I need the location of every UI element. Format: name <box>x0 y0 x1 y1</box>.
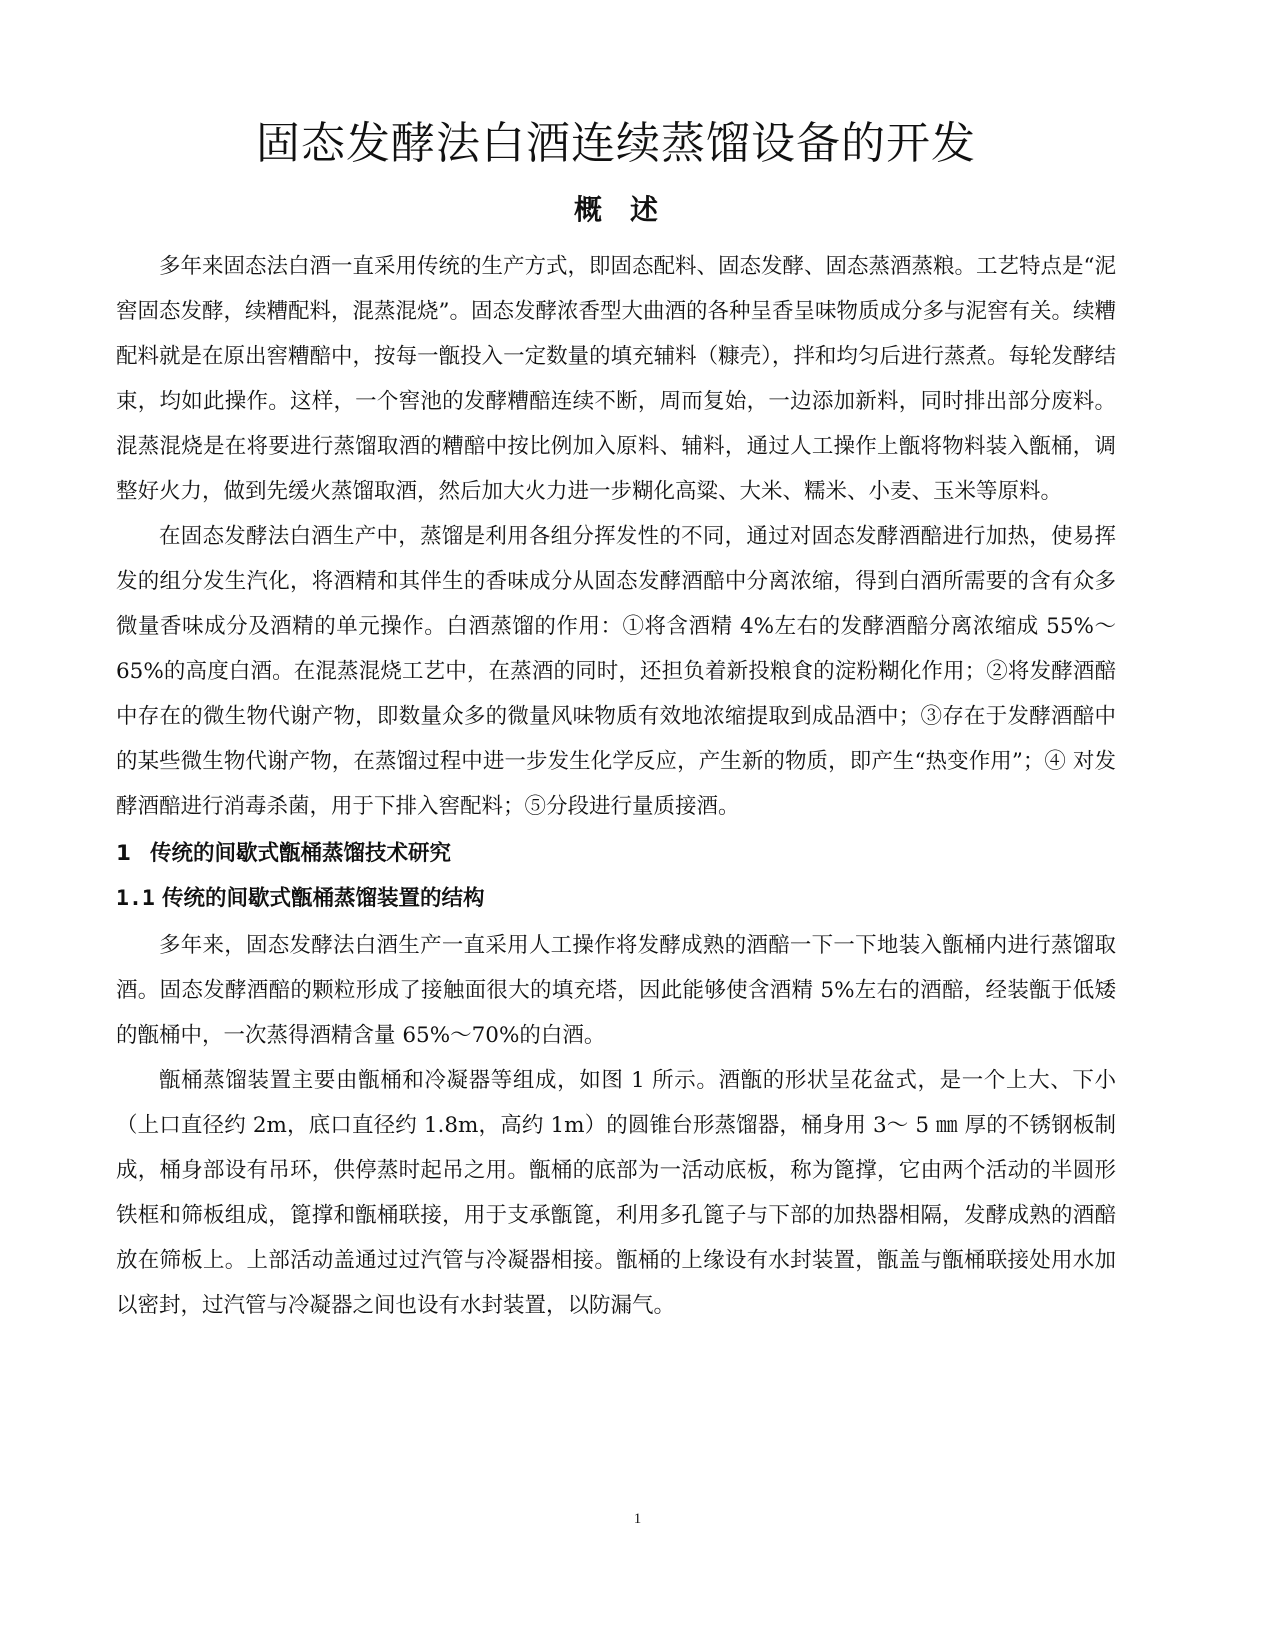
section-1-title: 传统的间歇式甑桶蒸馏技术研究 <box>150 841 452 866</box>
overview-paragraph: 多年来固态法白酒一直采用传统的生产方式，即固态配料、固态发酵、固态蒸酒蒸粮。工艺特点是“泥窖固态发酵，续糟配料，混蒸混烧”。固态发酵浓香型大曲酒的各种呈香呈味物质成分多与泥窖有关。续糟配料就是在原出窖糟醅中，按每一甑投入一定数量的填充辅料（糠壳），拌和均匀后进行蒸煮。每轮发酵结束，均如此操作。这样，一个窖池的发酵糟醅连续不断，周而复始，一边添加新料，同时排出部分废料。混蒸混烧是在将要进行蒸馏取酒的糟醅中按比例加入原料、辅料，通过人工操作上甑将物料装入甑桶，调整好火力，做到先缓火蒸馏取酒，然后加大火力进一步糊化高粱、大米、糯米、小麦、玉米等原料。 <box>116 254 1116 504</box>
section-1-1-title: 传统的间歇式甑桶蒸馏装置的结构 <box>162 886 485 911</box>
section-1-1-number: 1.1 <box>116 886 155 911</box>
section-1-1-paragraph: 多年来，固态发酵法白酒生产一直采用人工操作将发酵成熟的酒醅一下一下地装入甑桶内进行蒸馏取酒。固态发酵酒醅的颗粒形成了接触面很大的填充塔，因此能够使含酒精 5%左右的酒醅，经装甑于低矮的甑桶中，一次蒸得酒精含量 65%～70%的白酒。 <box>116 933 1116 1048</box>
section-1-1-paragraph: 甑桶蒸馏装置主要由甑桶和冷凝器等组成，如图 1 所示。酒甑的形状呈花盆式，是一个上大、下小（上口直径约 2m，底口直径约 1.8m，高约 1m）的圆锥台形蒸馏器，桶身用 3～ 5 ㎜ 厚的不锈钢板制成，桶身部设有吊环，供停蒸时起吊之用。甑桶的底部为一活动底板，称为篦撑，它由两个活动的半圆形铁框和筛板组成，篦撑和甑桶联接，用于支承甑篦，利用多孔篦子与下部的加热器相隔，发酵成熟的酒醅放在筛板上。上部活动盖通过过汽管与冷凝器相接。甑桶的上缘设有水封装置，甑盖与甑桶联接处用水加以密封，过汽管与冷凝器之间也设有水封装置，以防漏气。 <box>116 1068 1116 1318</box>
overview-heading <box>116 190 1116 230</box>
section-1-heading <box>116 831 1116 876</box>
document-title: 固态发酵法白酒连续蒸馏设备的开发 <box>256 118 976 169</box>
page-content <box>116 112 1116 1328</box>
section-1-1-heading <box>116 876 1116 921</box>
page-number: 1 <box>633 1511 642 1527</box>
overview-heading-text: 概 述 <box>573 193 658 226</box>
section-1-number: 1 <box>116 841 131 866</box>
overview-paragraph: 在固态发酵法白酒生产中，蒸馏是利用各组分挥发性的不同，通过对固态发酵酒醅进行加热，使易挥发的组分发生汽化，将酒精和其伴生的香味成分从固态发酵酒醅中分离浓缩，得到白酒所需要的含有众多微量香味成分及酒精的单元操作。白酒蒸馏的作用：①将含酒精 4%左右的发酵酒醅分离浓缩成 55%～65%的高度白酒。在混蒸混烧工艺中，在蒸酒的同时，还担负着新投粮食的淀粉糊化作用；②将发酵酒醅中存在的微生物代谢产物，即数量众多的微量风味物质有效地浓缩提取到成品酒中；③存在于发酵酒醅中的某些微生物代谢产物，在蒸馏过程中进一步发生化学反应，产生新的物质，即产生“热变作用”；④ 对发酵酒醅进行消毒杀菌，用于下排入窖配料；⑤分段进行量质接酒。 <box>116 524 1116 819</box>
